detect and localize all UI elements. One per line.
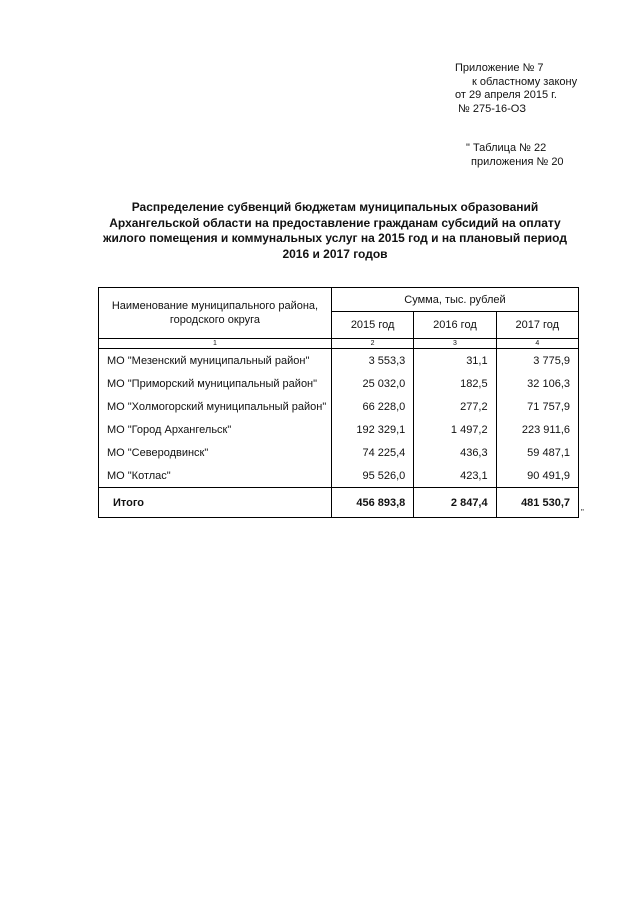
column-number: 3 (414, 339, 496, 349)
row-2017: 59 487,1 (496, 441, 578, 464)
total-2015: 456 893,8 (331, 488, 413, 518)
row-2016: 423,1 (414, 464, 496, 488)
table-reference (466, 141, 616, 169)
header-row (99, 288, 579, 312)
row-2016: 182,5 (414, 372, 496, 395)
table-row (99, 464, 579, 488)
header-year: 2015 год (331, 312, 413, 339)
header-year: 2017 год (496, 312, 578, 339)
row-2016: 277,2 (414, 395, 496, 418)
total-row (99, 488, 579, 518)
header-name: Наименование муниципального района, городского округа (99, 288, 332, 339)
row-2015: 3 553,3 (331, 349, 413, 373)
table-row (99, 349, 579, 373)
table-ref-line: " Таблица № 22 (466, 142, 547, 154)
row-2015: 192 329,1 (331, 418, 413, 441)
row-2017: 32 106,3 (496, 372, 578, 395)
appendix-header (455, 62, 625, 116)
column-number: 1 (99, 339, 332, 349)
table-row (99, 395, 579, 418)
row-name: МО "Холмогорский муниципальный район" (99, 395, 332, 418)
row-name: МО "Котлас" (99, 464, 332, 488)
row-2017: 3 775,9 (496, 349, 578, 373)
column-number: 4 (496, 339, 578, 349)
table-row (99, 441, 579, 464)
row-name: МО "Город Архангельск" (99, 418, 332, 441)
header-year: 2016 год (414, 312, 496, 339)
row-2015: 74 225,4 (331, 441, 413, 464)
total-2016: 2 847,4 (414, 488, 496, 518)
row-2015: 95 526,0 (331, 464, 413, 488)
row-2015: 25 032,0 (331, 372, 413, 395)
closing-quote-mark: " (581, 508, 584, 517)
document-title: Распределение субвенций бюджетам муниципальных образований Архангельской области на предоставление гражданам субсидий на оплату жилого помещения и коммунальных услуг на 2015 год и на плановый период 2016 и 2017 годов (103, 200, 567, 261)
header-sum: Сумма, тыс. рублей (331, 288, 578, 312)
appendix-line: № 275-16-ОЗ (458, 102, 526, 115)
table-row (99, 372, 579, 395)
table-ref-line: приложения № 20 (471, 156, 564, 168)
table-row (99, 418, 579, 441)
row-2016: 1 497,2 (414, 418, 496, 441)
row-2017: 90 491,9 (496, 464, 578, 488)
row-2015: 66 228,0 (331, 395, 413, 418)
row-name: МО "Приморский муниципальный район" (99, 372, 332, 395)
row-2017: 223 911,6 (496, 418, 578, 441)
column-number: 2 (331, 339, 413, 349)
appendix-line: от 29 апреля 2015 г. (455, 89, 557, 101)
appendix-line: Приложение № 7 (455, 62, 544, 74)
subventions-table (98, 287, 579, 518)
row-name: МО "Северодвинск" (99, 441, 332, 464)
appendix-line: к областному закону (472, 75, 578, 88)
row-2017: 71 757,9 (496, 395, 578, 418)
total-label: Итого (99, 488, 332, 518)
row-2016: 436,3 (414, 441, 496, 464)
row-2016: 31,1 (414, 349, 496, 373)
row-name: МО "Мезенский муниципальный район" (99, 349, 332, 373)
total-2017: 481 530,7 (496, 488, 578, 518)
column-number-row (99, 339, 579, 349)
